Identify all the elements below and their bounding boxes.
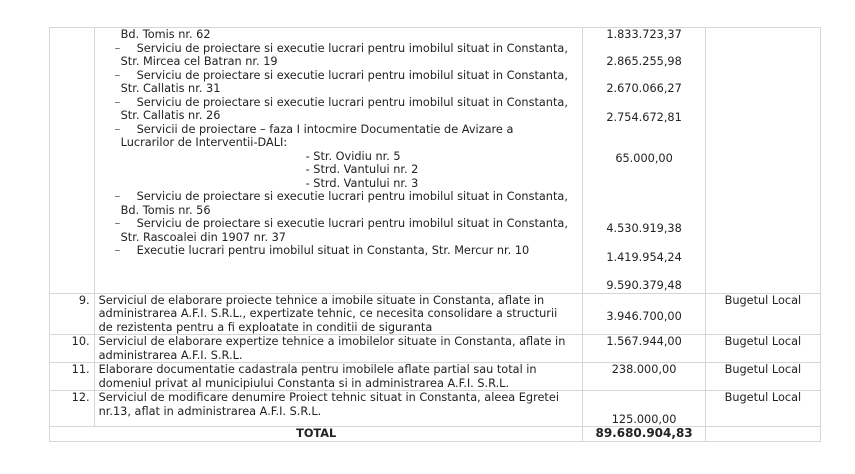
budget-table bbox=[49, 27, 821, 442]
value-text: 2.754.672,81 bbox=[606, 111, 682, 124]
list-item-line: Lucrarilor de Interventii-DALI: bbox=[120, 136, 288, 149]
row-value: 3.946.700,00 bbox=[606, 310, 682, 323]
dash-marker: – bbox=[114, 217, 121, 230]
list-item-line: Str. Callatis nr. 31 bbox=[120, 82, 221, 95]
row-number: 11. bbox=[50, 363, 95, 391]
description-line: Serviciul de modificare denumire Proiect tehnic situat in Constanta, aleea Egretei bbox=[98, 391, 559, 404]
table-row bbox=[50, 391, 821, 427]
continued-description-cell bbox=[94, 28, 583, 294]
source-cell bbox=[705, 28, 820, 294]
description-line: nr.13, aflat in administrarea A.F.I. S.R.L. bbox=[98, 404, 322, 418]
description-line: de rezistenta pentru a fi exploatate in conditii de siguranta bbox=[98, 320, 433, 334]
table-row-continued bbox=[50, 28, 821, 294]
row-source: Bugetul Local bbox=[705, 335, 820, 363]
row-description bbox=[94, 363, 583, 391]
street-item: - Strd. Vantului nr. 3 bbox=[305, 176, 419, 190]
row-value-cell bbox=[583, 293, 705, 335]
row-value: 1.567.944,00 bbox=[583, 335, 705, 363]
description-line: administrarea A.F.I. S.R.L., expertizate tehnic, ce necesita consolidare a structurii bbox=[98, 307, 558, 320]
list-item-line: Executie lucrari pentru imobilul situat in Constanta, Str. Mercur nr. 10 bbox=[136, 244, 530, 257]
row-number: 10. bbox=[50, 335, 95, 363]
row-number-cell bbox=[50, 28, 95, 294]
value-text: 4.530.919,38 bbox=[606, 222, 682, 235]
list-item-line: Serviciu de proiectare si executie lucrari pentru imobilul situat in Constanta, bbox=[136, 190, 568, 203]
table-row bbox=[50, 335, 821, 363]
list-item-line: Serviciu de proiectare si executie lucrari pentru imobilul situat in Constanta, bbox=[136, 95, 568, 109]
street-item: - Strd. Vantului nr. 2 bbox=[305, 163, 419, 176]
list-item-line: Bd. Tomis nr. 62 bbox=[120, 28, 211, 41]
dash-marker: – bbox=[114, 122, 121, 136]
row-source: Bugetul Local bbox=[705, 391, 820, 427]
dash-marker: – bbox=[114, 95, 121, 109]
total-row bbox=[50, 427, 821, 442]
row-source: Bugetul Local bbox=[705, 363, 820, 391]
subtotal-value: 9.590.379,48 bbox=[606, 279, 682, 292]
list-item-line: Serviciu de proiectare si executie lucrari pentru imobilul situat in Constanta, bbox=[136, 68, 568, 82]
value-text: 2.865.255,98 bbox=[606, 55, 682, 68]
list-item-line: Serviciu de proiectare si executie lucrari pentru imobilul situat in Constanta, bbox=[136, 217, 568, 230]
description-line: Elaborare documentatie cadastrala pentru imobilele aflate partial sau total in bbox=[98, 363, 537, 376]
list-item-line: Str. Mircea cel Batran nr. 19 bbox=[120, 55, 278, 68]
value-text: 65.000,00 bbox=[615, 151, 673, 165]
continued-values-cell bbox=[583, 28, 705, 294]
value-text: 1.419.954,24 bbox=[606, 251, 682, 264]
total-label: TOTAL bbox=[50, 427, 583, 442]
description-line: Serviciul de elaborare proiecte tehnice a imobile situate in Constanta, aflate in bbox=[98, 293, 545, 307]
value-text: 2.670.066,27 bbox=[606, 82, 682, 95]
row-description bbox=[94, 391, 583, 427]
dash-marker: – bbox=[114, 244, 121, 257]
list-item-line: Bd. Tomis nr. 56 bbox=[120, 203, 211, 217]
total-value: 89.680.904,83 bbox=[583, 427, 705, 442]
row-value: 238.000,00 bbox=[583, 363, 705, 391]
row-number: 9. bbox=[50, 293, 95, 335]
dash-marker: – bbox=[114, 190, 121, 203]
row-value-cell bbox=[583, 391, 705, 427]
row-source: Bugetul Local bbox=[705, 293, 820, 335]
row-value: 125.000,00 bbox=[611, 412, 677, 426]
list-item-line: Servicii de proiectare – faza I intocmire Documentatie de Avizare a bbox=[136, 122, 514, 136]
description-line: domeniul privat al municipiului Constanta si in administrarea A.F.I. S.R.L. bbox=[98, 376, 510, 390]
list-item-line: Str. Rascoalei din 1907 nr. 37 bbox=[120, 230, 286, 244]
list-item-line: Serviciu de proiectare si executie lucrari pentru imobilul situat in Constanta, bbox=[136, 41, 568, 55]
table-row bbox=[50, 293, 821, 335]
street-item: - Str. Ovidiu nr. 5 bbox=[305, 149, 401, 163]
table-row bbox=[50, 363, 821, 391]
value-text: 1.833.723,37 bbox=[606, 28, 682, 41]
description-line: Serviciul de elaborare expertize tehnice a imobilelor situate in Constanta, aflate in bbox=[98, 335, 566, 348]
dash-marker: – bbox=[114, 68, 121, 82]
total-source-cell bbox=[705, 427, 820, 442]
row-number: 12. bbox=[50, 391, 95, 427]
dash-marker: – bbox=[114, 41, 121, 55]
row-description bbox=[94, 293, 583, 335]
row-description bbox=[94, 335, 583, 363]
list-item-line: Str. Callatis nr. 26 bbox=[120, 109, 221, 122]
description-line: administrarea A.F.I. S.R.L. bbox=[98, 348, 243, 362]
